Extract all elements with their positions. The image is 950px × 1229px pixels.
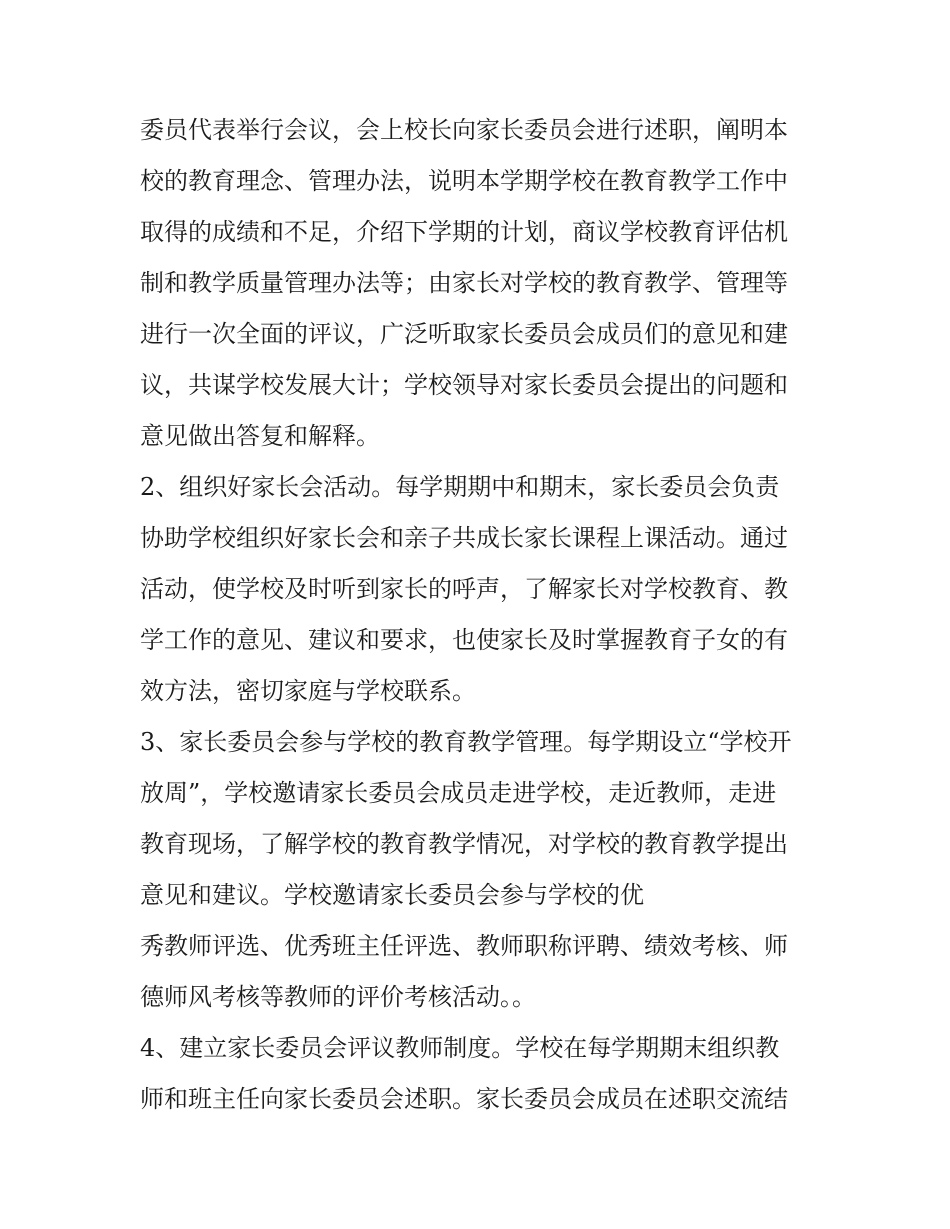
- text-line: 取得的成绩和不足，介绍下学期的计划，商议学校教育评估机: [140, 218, 788, 246]
- text-line: 秀教师评选、优秀班主任评选、教师职称评聘、绩效考核、师: [140, 932, 788, 960]
- text-line: 德师风考核等教师的评价考核活动。。: [140, 983, 536, 1011]
- text-line: 2、组织好家长会活动。每学期期中和期末，家长委员会负责: [140, 473, 780, 501]
- text-line: 进行一次全面的评议，广泛听取家长委员会成员们的意见和建: [140, 320, 788, 348]
- text-line: 校的教育理念、管理办法，说明本学期学校在教育教学工作中: [140, 167, 788, 195]
- body-text: [140, 105, 820, 1125]
- text-line: 协助学校组织好家长会和亲子共成长家长课程上课活动。通过: [140, 524, 788, 552]
- text-line: 活动，使学校及时听到家长的呼声，了解家长对学校教育、教: [140, 575, 788, 603]
- text-line: 学工作的意见、建议和要求，也使家长及时掌握教育子女的有: [140, 626, 788, 654]
- text-line: 意见和建议。学校邀请家长委员会参与学校的优: [140, 881, 644, 909]
- text-line: 放周”，学校邀请家长委员会成员走进学校，走近教师，走进: [140, 779, 777, 807]
- text-line: 3、家长委员会参与学校的教育教学管理。每学期设立“学校开: [140, 728, 792, 756]
- text-line: 4、建立家长委员会评议教师制度。学校在每学期期末组织教: [140, 1034, 780, 1062]
- text-line: 制和教学质量管理办法等；由家长对学校的教育教学、管理等: [140, 269, 788, 297]
- text-line: 师和班主任向家长委员会述职。家长委员会成员在述职交流结: [140, 1085, 788, 1113]
- text-line: 意见做出答复和解释。: [140, 422, 380, 450]
- text-line: 教育现场，了解学校的教育教学情况，对学校的教育教学提出: [140, 830, 788, 858]
- text-line: 委员代表举行会议，会上校长向家长委员会进行述职，阐明本: [140, 116, 788, 144]
- text-line: 效方法，密切家庭与学校联系。: [140, 677, 476, 705]
- text-line: 议，共谋学校发展大计；学校领导对家长委员会提出的问题和: [140, 371, 788, 399]
